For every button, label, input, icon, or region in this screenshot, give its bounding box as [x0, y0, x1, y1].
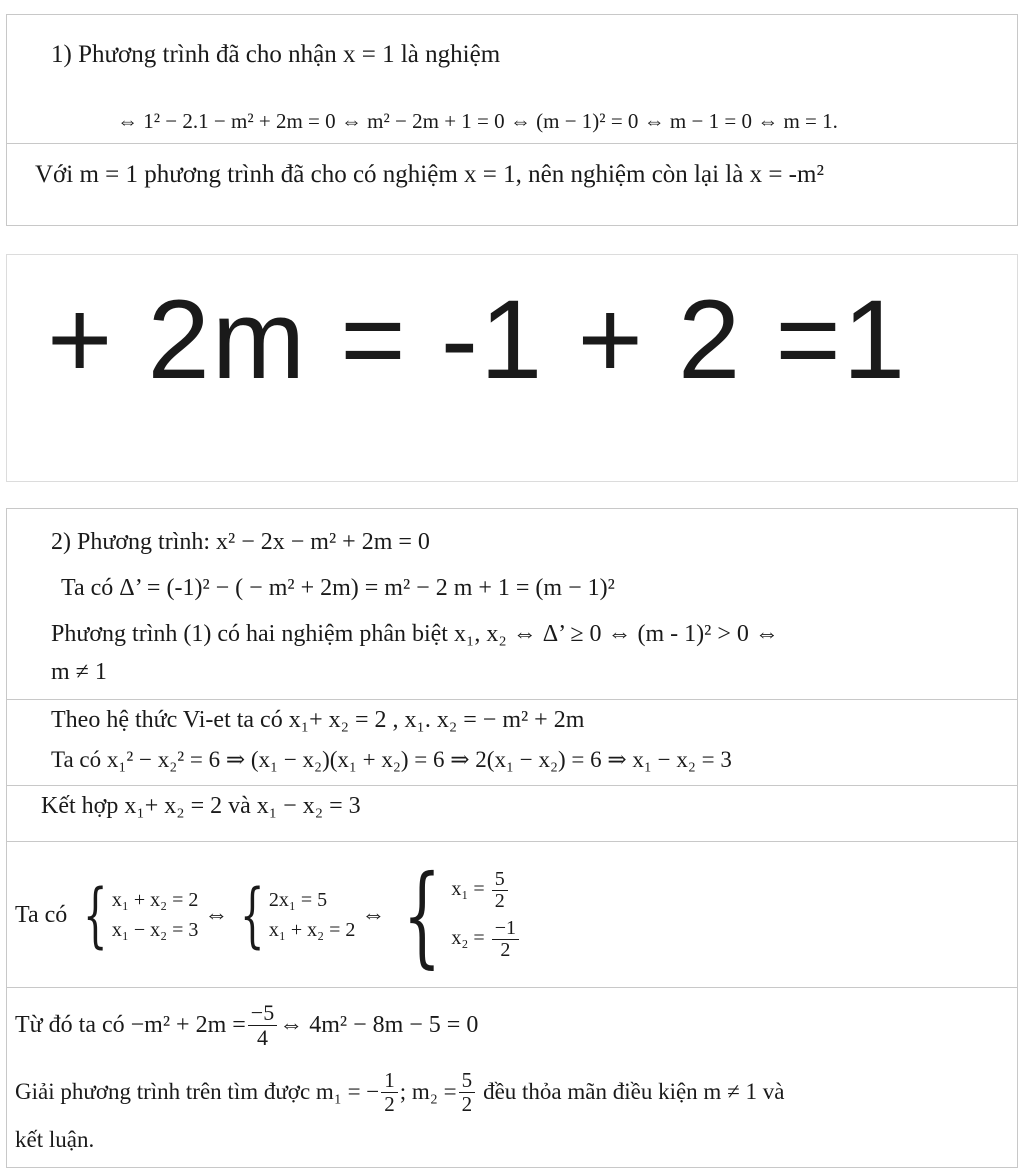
combine-line: Kết hợp x₁+ x₂ = 2 và x₁ − x₂ = 3 [41, 793, 361, 819]
system-1 [112, 885, 199, 945]
iff-symbol: ⇔ [204, 901, 229, 928]
fraction [459, 1069, 476, 1114]
fraction [248, 1001, 277, 1048]
condition-line: Phương trình (1) có hai nghiệm phân biệt x₁, x₂ ⇔ Δ’ ≥ 0 ⇔ (m - 1)² > 0 ⇔ [51, 621, 779, 647]
left-brace: { [240, 874, 265, 956]
system-1-eq-a: x₁ + x₂ = 2 [111, 889, 199, 911]
fraction [492, 869, 508, 912]
solutions-line [15, 1061, 784, 1123]
derived-equation-line [15, 995, 478, 1055]
vieta-line: Theo hệ thức Vi-et ta có x₁+ x₂ = 2 , x₁. x₂ = − m² + 2m [51, 707, 585, 733]
left-brace: { [403, 851, 442, 979]
solutions-suffix: đều thỏa mãn điều kiện m ≠ 1 và [483, 1079, 785, 1104]
fraction-numerator: 1 [381, 1069, 398, 1092]
divider [7, 143, 1017, 144]
system-3-eq-a [451, 869, 521, 912]
part1-equation: ⇔ 1² − 2.1 − m² + 2m = 0 ⇔ m² − 2m + 1 = 0 ⇔ (m − 1)² = 0 ⇔ m − 1 = 0 ⇔ m = 1. [117, 109, 838, 133]
continuation-equation: + 2m = -1 + 2 =1 [47, 277, 908, 402]
fraction-numerator: 5 [459, 1069, 476, 1092]
part1-heading: 1) Phương trình đã cho nhận x = 1 là nghiệm [51, 41, 501, 68]
x1-label: x₁ = [451, 878, 485, 901]
system-2-eq-a: 2x₁ = 5 [268, 889, 328, 911]
fraction-denominator: 4 [256, 1024, 268, 1050]
left-brace: { [83, 874, 108, 956]
fraction-denominator: 2 [494, 890, 505, 912]
solutions-prefix: Giải phương trình trên tìm được m₁ = − [15, 1079, 380, 1104]
discriminant-line: Ta có Δ’ = (-1)² − ( − m² + 2m) = m² − 2 m + 1 = (m − 1)² [61, 575, 615, 601]
fraction-numerator: 5 [492, 869, 508, 891]
derived-equation-suffix: ⇔ 4m² − 8m − 5 = 0 [279, 1011, 479, 1038]
x2-label: x₂ = [451, 927, 485, 950]
solution-part-1-panel [6, 14, 1018, 226]
system-line [15, 853, 521, 977]
system-2-eq-b: x₁ + x₂ = 2 [268, 919, 356, 941]
system-1-eq-b: x₁ − x₂ = 3 [111, 919, 199, 941]
part1-conclusion: Với m = 1 phương trình đã cho có nghiệm x = 1, nên nghiệm còn lại là x = -m² [35, 161, 824, 188]
divider [7, 987, 1017, 988]
fraction-denominator: 2 [500, 939, 511, 961]
fraction-numerator: −1 [492, 918, 519, 940]
divider [7, 841, 1017, 842]
part2-equation: 2) Phương trình: x² − 2x − m² + 2m = 0 [51, 529, 430, 555]
system-prefix: Ta có [15, 901, 68, 928]
condition-result: m ≠ 1 [51, 659, 107, 685]
system-3-eq-b [451, 918, 521, 961]
fraction [381, 1069, 398, 1114]
fraction-denominator: 2 [384, 1091, 395, 1116]
fraction-numerator: −5 [248, 1001, 277, 1025]
solution-part-2-panel [6, 508, 1018, 1168]
conclusion-text: kết luận. [15, 1127, 95, 1152]
continuation-panel [6, 254, 1018, 482]
system-2 [269, 885, 356, 945]
derived-equation-prefix: Từ đó ta có −m² + 2m = [15, 1011, 246, 1038]
difference-line: Ta có x₁² − x₂² = 6 ⇒ (x₁ − x₂)(x₁ + x₂) = 6 ⇒ 2(x₁ − x₂) = 6 ⇒ x₁ − x₂ = 3 [51, 747, 732, 772]
fraction [492, 918, 519, 961]
divider [7, 699, 1017, 700]
iff-symbol: ⇔ [361, 901, 386, 928]
divider [7, 785, 1017, 786]
fraction-denominator: 2 [461, 1091, 473, 1116]
system-3 [451, 863, 521, 967]
solutions-middle: ; m₂ = [399, 1079, 457, 1104]
